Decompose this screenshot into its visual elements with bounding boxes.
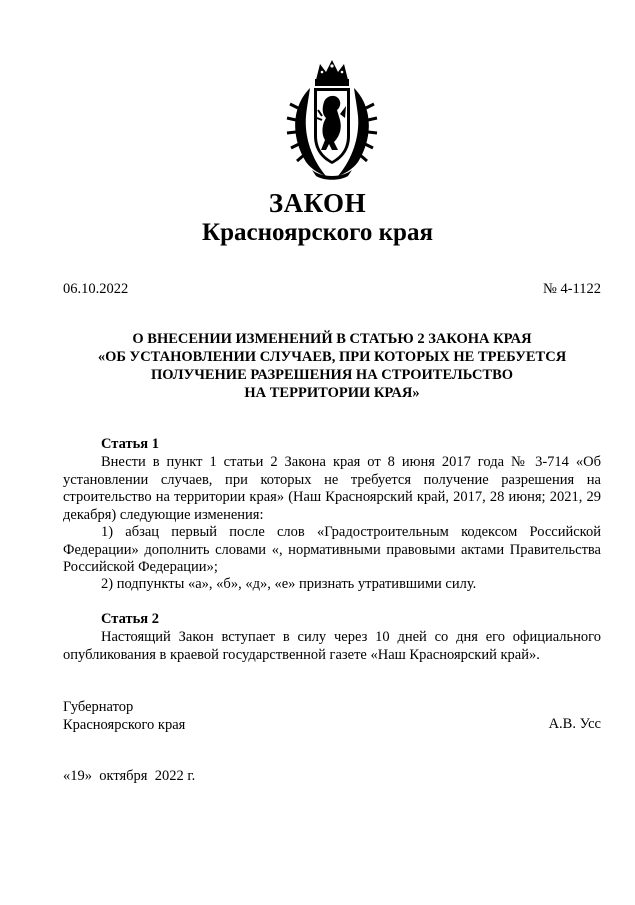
law-heading-line: «ОБ УСТАНОВЛЕНИИ СЛУЧАЕВ, ПРИ КОТОРЫХ НЕ ТРЕБУЕТСЯ: [97, 349, 567, 365]
signer-name: А.В. Усс: [548, 716, 601, 732]
law-heading-line: О ВНЕСЕНИИ ИЗМЕНЕНИЙ В СТАТЬЮ 2 ЗАКОНА КРАЯ: [132, 331, 532, 347]
signer-position-line: Губернатор: [63, 699, 134, 715]
signer-position: [63, 698, 185, 734]
article-1-intro: Внести в пункт 1 статьи 2 Закона края от 8 июня 2017 года № 3-714 «Об установлении случаев, при которых не требуется получение разрешения на строительство на территории края» (Наш Красноярский край, 2017, 28 июня; 2021, 29 декабря) следующие изменения:: [63, 454, 601, 523]
coat-of-arms-icon: [282, 58, 382, 183]
article-2-text: Настоящий Закон вступает в силу через 10 дней со дня его официального опубликования в краевой государственной газете «Наш Красноярский край».: [63, 629, 601, 663]
law-heading-line: ПОЛУЧЕНИЕ РАЗРЕШЕНИЯ НА СТРОИТЕЛЬСТВО: [150, 367, 514, 383]
document-date: 06.10.2022: [63, 281, 129, 297]
document-title: ЗАКОН: [268, 188, 367, 218]
signing-date: «19» октября 2022 г.: [63, 768, 196, 784]
document-number: № 4-1122: [543, 281, 601, 297]
article-1-heading: Статья 1: [101, 436, 159, 452]
article-1-item-1: 1) абзац первый после слов «Градостроительным кодексом Российской Федерации» дополнить словами «, нормативными правовыми актами Правительства Российской Федерации»;: [63, 524, 601, 575]
law-heading-line: НА ТЕРРИТОРИИ КРАЯ»: [244, 385, 420, 401]
article-1-item-2: 2) подпункты «а», «б», «д», «е» признать утратившими силу.: [101, 576, 477, 592]
article-2-heading: Статья 2: [101, 611, 159, 627]
signer-position-line: Красноярского края: [63, 717, 186, 733]
law-heading: [63, 330, 601, 402]
document-subtitle: Красноярского края: [202, 219, 433, 246]
